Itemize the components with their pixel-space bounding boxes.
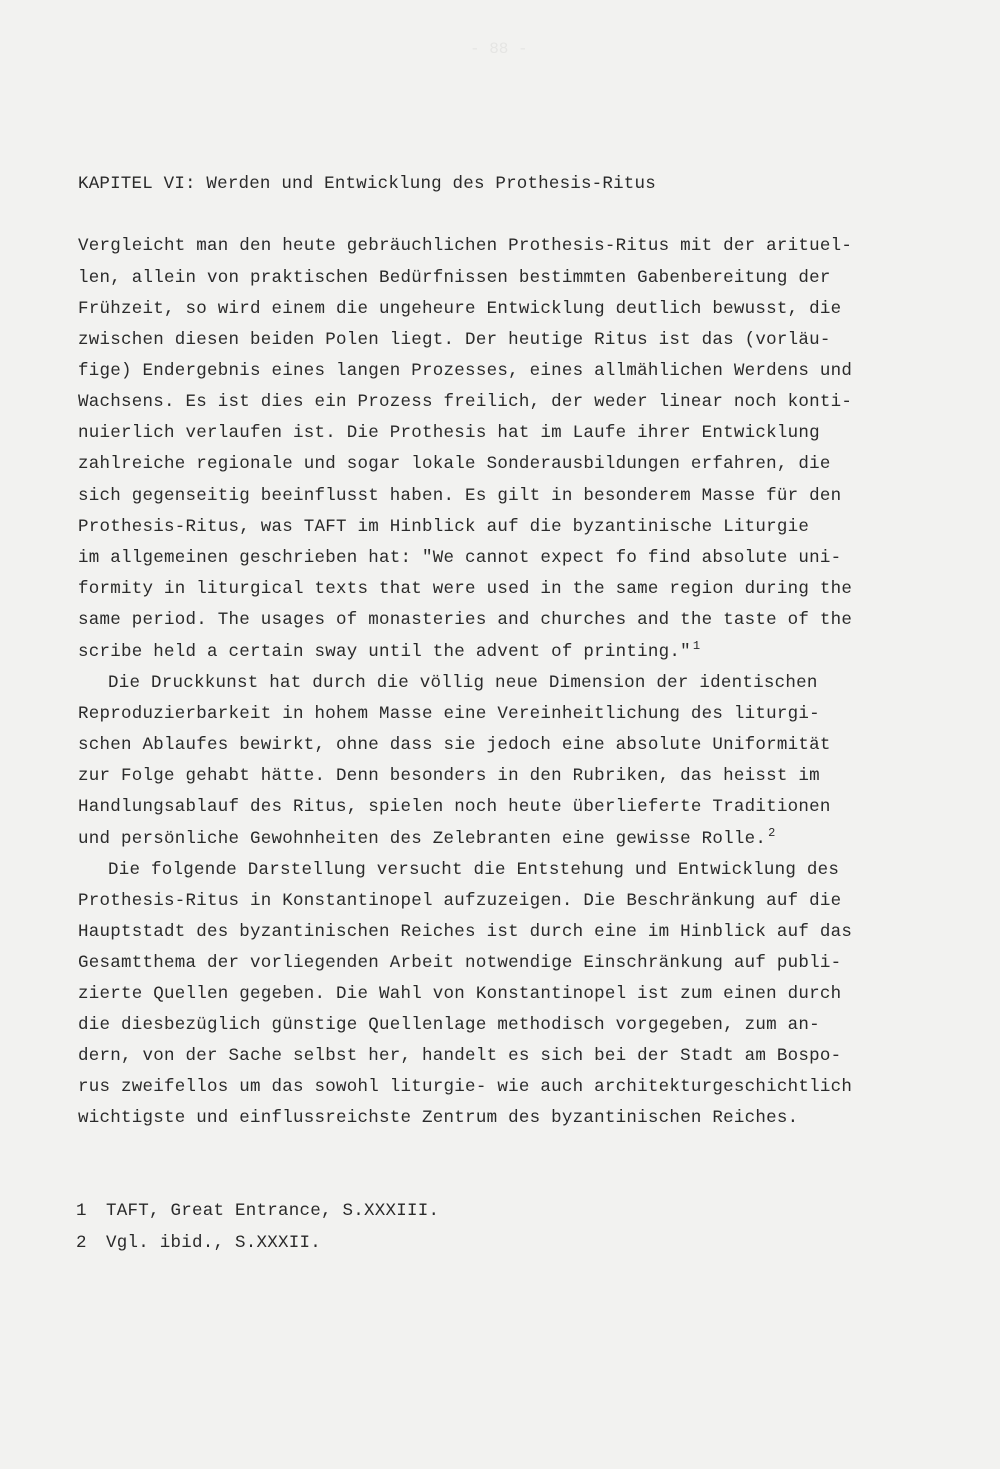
- footnote-number: 1: [76, 1201, 87, 1221]
- footnote-2: [76, 1233, 321, 1253]
- footnote-ref: 1: [692, 639, 701, 654]
- paragraph-3-line: dern, von der Sache selbst her, handelt es sich bei der Stadt am Bospo-: [78, 1046, 842, 1066]
- footnote-1: [76, 1201, 439, 1221]
- paragraph-1-line: sich gegenseitig beeinflusst haben. Es gilt in besonderem Masse für den: [78, 486, 842, 506]
- paragraph-3-line: Prothesis-Ritus in Konstantinopel aufzuzeigen. Die Beschränkung auf die: [78, 891, 842, 911]
- paragraph-2-last-line: [78, 826, 776, 849]
- paragraph-2-line: Handlungsablauf des Ritus, spielen noch heute überlieferte Traditionen: [78, 797, 831, 817]
- footnote-ref: 2: [768, 826, 776, 841]
- paragraph-2-line: zur Folge gehabt hätte. Denn besonders in den Rubriken, das heisst im: [78, 766, 820, 786]
- chapter-title: KAPITEL VI: Werden und Entwicklung des Prothesis-Ritus: [78, 174, 656, 194]
- paragraph-1-line: zwischen diesen beiden Polen liegt. Der heutige Ritus ist das (vorläu-: [78, 330, 831, 350]
- paragraph-1-line: len, allein von praktischen Bedürfnissen bestimmten Gabenbereitung der: [78, 268, 831, 288]
- paragraph-3-line: rus zweifellos um das sowohl liturgie- wie auch architekturgeschichtlich: [78, 1077, 853, 1097]
- paragraph-3-line: wichtigste und einflussreichste Zentrum des byzantinischen Reiches.: [78, 1108, 799, 1128]
- footnote-text: Vgl. ibid., S.XXXII.: [106, 1233, 322, 1253]
- paragraph-2-line: und persönliche Gewohnheiten des Zelebranten eine gewisse Rolle.: [78, 829, 767, 849]
- paragraph-1-line: im allgemeinen geschrieben hat: "We cannot expect fo find absolute uni-: [78, 548, 842, 568]
- paragraph-1-line: formity in liturgical texts that were used in the same region during the: [78, 579, 853, 599]
- footnote-text: TAFT, Great Entrance, S.XXXIII.: [106, 1201, 440, 1221]
- paragraph-1-line: Prothesis-Ritus, was TAFT im Hinblick auf die byzantinische Liturgie: [78, 517, 810, 537]
- paragraph-1-line: fige) Endergebnis eines langen Prozesses, eines allmählichen Werdens und: [78, 361, 853, 381]
- paragraph-1-line: scribe held a certain sway until the advent of printing.": [78, 642, 691, 662]
- paragraph-2-line: schen Ablaufes bewirkt, ohne dass sie jedoch eine absolute Uniformität: [78, 735, 831, 755]
- footnote-number: 2: [76, 1233, 87, 1253]
- paragraph-1-line: zahlreiche regionale und sogar lokale Sonderausbildungen erfahren, die: [78, 454, 831, 474]
- paragraph-1-line: Wachsens. Es ist dies ein Prozess freilich, der weder linear noch konti-: [78, 392, 853, 412]
- paragraph-1-line: Vergleicht man den heute gebräuchlichen Prothesis-Ritus mit der arituel-: [78, 236, 853, 256]
- paragraph-1-line: nuierlich verlaufen ist. Die Prothesis hat im Laufe ihrer Entwicklung: [78, 423, 820, 443]
- paragraph-2-line: Die Druckkunst hat durch die völlig neue Dimension der identischen: [108, 673, 818, 693]
- paragraph-1-line: same period. The usages of monasteries and churches and the taste of the: [78, 610, 853, 630]
- paragraph-3-line: die diesbezüglich günstige Quellenlage methodisch vorgegeben, zum an-: [78, 1015, 820, 1035]
- page-number: - 88 -: [470, 40, 528, 58]
- paragraph-3-line: Gesamtthema der vorliegenden Arbeit notwendige Einschränkung auf publi-: [78, 953, 842, 973]
- paragraph-3-line: zierte Quellen gegeben. Die Wahl von Konstantinopel ist zum einen durch: [78, 984, 842, 1004]
- paragraph-3-line: Die folgende Darstellung versucht die Entstehung und Entwicklung des: [108, 860, 840, 880]
- paragraph-3-line: Hauptstadt des byzantinischen Reiches ist durch eine im Hinblick auf das: [78, 922, 853, 942]
- paragraph-1-last-line: [78, 639, 701, 662]
- paragraph-1-line: Frühzeit, so wird einem die ungeheure Entwicklung deutlich bewusst, die: [78, 299, 842, 319]
- paragraph-2-line: Reproduzierbarkeit in hohem Masse eine Vereinheitlichung des liturgi-: [78, 704, 820, 724]
